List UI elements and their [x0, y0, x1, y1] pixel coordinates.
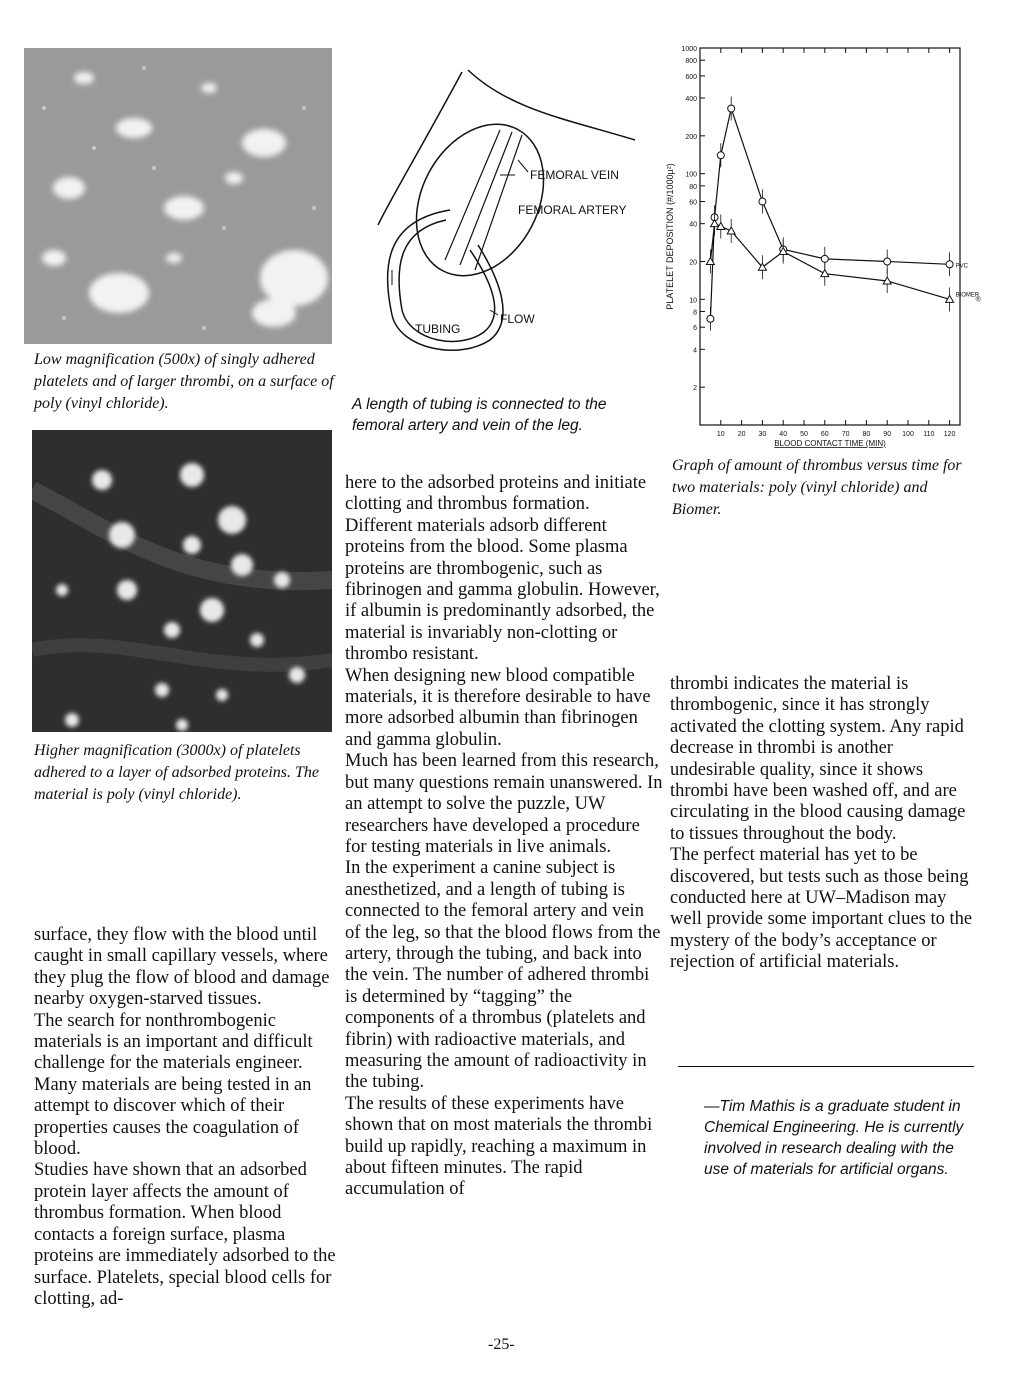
x-tick-label: 90 — [883, 431, 892, 438]
thrombus-chart — [655, 40, 985, 450]
data-point-pvc — [759, 198, 766, 205]
series-line-biomer — [710, 224, 949, 300]
series-label-pvc: PVC — [955, 263, 968, 270]
x-tick-label: 100 — [902, 431, 914, 438]
label-tubing: TUBING — [415, 322, 461, 336]
tubing-diagram — [350, 60, 650, 360]
photo-low-magnification — [24, 48, 332, 344]
y-tick-label: 800 — [685, 58, 697, 66]
y-tick-label: 10 — [689, 297, 697, 305]
x-tick-label: 120 — [943, 431, 956, 438]
x-tick-label: 70 — [841, 431, 850, 438]
author-note: —Tim Mathis is a graduate student in Chemical Engineering. He is currently involved in research dealing with the use of materials for artificial organs. — [704, 1098, 964, 1178]
column-3-text: thrombi indicates the material is thrombogenic, since it has strongly activated the clotting system. Any rapid decrease in thrombi is another undesirable quality, since it shows thrombi have been washed off, and are circulating in the blood causing damage to tissues throughout the body. The perfect material has yet to be discovered, but tests such as those being conducted here at UW–Madison may well provide some important clues to the mystery of the body’s acceptance or rejection of artificial materials. — [670, 674, 973, 973]
y-tick-label: 8 — [693, 309, 697, 317]
chart-frame — [700, 48, 960, 425]
chart-caption: Graph of amount of thrombus versus time for two materials: poly (vinyl chloride) and Biomer. — [672, 457, 962, 518]
y-tick-label: 6 — [693, 325, 697, 333]
label-flow: FLOW — [500, 312, 535, 326]
data-point-biomer — [821, 270, 829, 277]
y-tick-label: 2 — [693, 385, 697, 393]
column-2-text: here to the adsorbed proteins and initiate clotting and thrombus formation. Different materials adsorb different proteins from the blood. Some plasma proteins are thrombogenic, such as fibrinogen and gamma globulin. However, if albumin is predominantly adsorbed, the material is invariably non-clotting or thrombo resistant. When designing new blood compatible materials, it is therefore desirable to have more adsorbed albumin than fibrinogen and gamma globulin. Much has been learned from this research, but many questions remain unanswered. In an attempt to solve the puzzle, UW researchers have developed a procedure for testing materials in live animals. In the experiment a canine subject is anesthetized, and a length of tubing is connected to the femoral artery and vein of the leg, so that the blood flows from the artery, through the tubing, and back into the vein. The number of adhered thrombi is determined by “tagging” the components of a thrombus (platelets and fibrin) with radioactive materials, and measuring the amount of radioactivity in the tubing. The results of these experiments have shown that on most materials the thrombi build up rapidly, reaching a maximum in about fifteen minutes. The rapid accumulation of — [345, 473, 663, 1200]
data-point-pvc — [707, 315, 714, 322]
series-line-pvc — [710, 109, 949, 319]
label-femoral-vein: FEMORAL VEIN — [530, 168, 619, 182]
x-tick-label: 10 — [716, 431, 725, 438]
data-point-biomer — [727, 227, 735, 234]
y-tick-label: 60 — [689, 199, 697, 207]
platelet-photo-2 — [32, 430, 332, 732]
photo1-caption: Low magnification (500x) of singly adhered platelets and of larger thrombi, on a surface of poly (vinyl chloride). — [34, 351, 334, 412]
data-point-pvc — [946, 261, 953, 268]
y-tick-label: 40 — [689, 221, 697, 229]
series-label-biomer: BIOMER — [955, 292, 980, 299]
column-1-text: surface, they flow with the blood until caught in small capillary vessels, where they plug the flow of blood and damage nearby oxygen-starved tissues. The search for nonthrombogenic materials is an important and difficult challenge for the materials engineer. Many materials are being tested in an attempt to discover which of their properties causes the coagulation of blood. Studies have shown that an adsorbed protein layer affects the amount of thrombus formation. When blood contacts a foreign surface, plasma proteins are immediately adsorbed to the surface. Platelets, special blood cells for clotting, ad- — [34, 925, 336, 1309]
platelet-photo-1 — [24, 48, 332, 344]
divider-rule — [678, 1066, 974, 1067]
x-tick-label: 110 — [923, 431, 935, 438]
x-tick-label: 20 — [737, 431, 746, 438]
label-femoral-artery: FEMORAL ARTERY — [518, 203, 627, 217]
x-tick-label: 80 — [862, 431, 871, 438]
diagram-caption: A length of tubing is connected to the femoral artery and vein of the leg. — [352, 396, 607, 434]
y-tick-label: 400 — [685, 96, 697, 104]
x-axis-label: BLOOD CONTACT TIME (MIN) — [774, 439, 886, 448]
data-point-pvc — [717, 152, 724, 159]
data-point-pvc — [728, 105, 735, 112]
y-tick-label: 4 — [693, 347, 697, 355]
y-tick-label: 1000 — [681, 46, 697, 53]
x-tick-label: 40 — [779, 431, 788, 438]
y-tick-label: 600 — [685, 73, 697, 81]
chart-svg — [655, 40, 985, 450]
x-tick-label: 30 — [758, 431, 767, 438]
x-tick-label: 50 — [800, 431, 808, 438]
y-axis-label: PLATELET DEPOSITION (#/1000µ²) — [665, 163, 675, 310]
registered-mark: ® — [975, 296, 981, 304]
y-tick-label: 80 — [689, 183, 697, 191]
y-tick-label: 100 — [685, 171, 697, 179]
data-point-biomer — [711, 220, 719, 227]
y-tick-label: 20 — [689, 259, 697, 267]
photo2-caption: Higher magnification (3000x) of platelets adhered to a layer of adsorbed proteins. The material is poly (vinyl chloride). — [34, 742, 320, 803]
page-number: -25- — [488, 1336, 515, 1353]
data-point-pvc — [821, 255, 828, 262]
data-point-pvc — [884, 258, 891, 265]
photo-high-magnification — [32, 430, 332, 732]
x-tick-label: 60 — [820, 431, 829, 438]
y-tick-label: 200 — [685, 133, 697, 141]
